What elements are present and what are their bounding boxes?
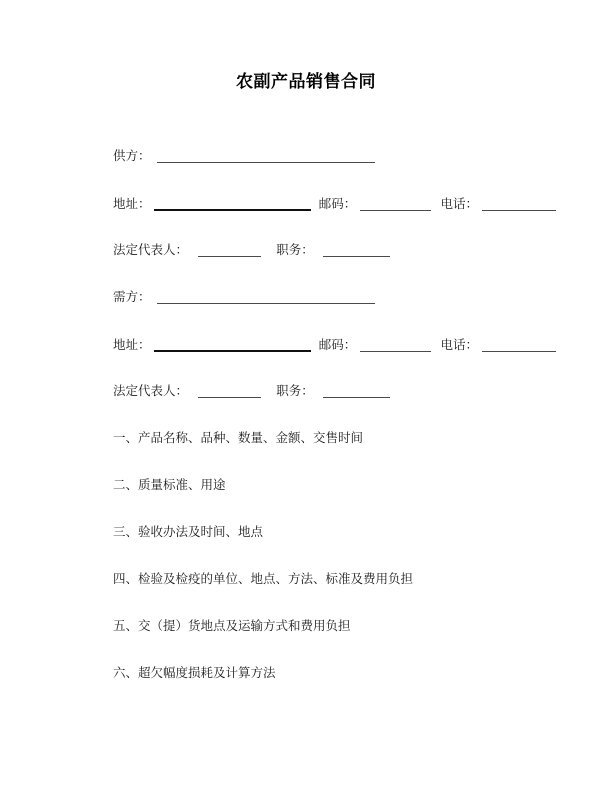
clause-4-heading: 四、检验及检疫的单位、地点、方法、标准及费用负担 [113,572,414,586]
buyer-address-field[interactable] [154,337,311,352]
supplier-postal-field[interactable] [360,197,431,211]
buyer-rep-label: 法定代表人： [113,384,189,398]
buyer-name-field[interactable] [157,290,375,304]
buyer-phone-field[interactable] [482,338,556,352]
buyer-address-label: 地址： [113,338,151,352]
supplier-phone-field[interactable] [482,197,556,211]
supplier-rep-row [113,243,390,259]
buyer-name-row [113,290,375,306]
buyer-duty-field[interactable] [323,384,390,398]
page-title: 农副产品销售合同 [236,72,376,91]
supplier-address-row [113,196,556,212]
buyer-name-label: 需方： [113,290,151,304]
supplier-postal-label: 邮码： [318,197,357,211]
supplier-name-field[interactable] [157,149,375,163]
supplier-rep-label: 法定代表人： [113,243,189,257]
buyer-rep-field[interactable] [198,384,261,398]
supplier-phone-label: 电话： [440,197,479,211]
buyer-postal-field[interactable] [360,338,431,352]
supplier-duty-label: 职务： [276,243,314,257]
supplier-address-field[interactable] [154,196,311,211]
clause-6-heading: 六、超欠幅度损耗及计算方法 [113,666,276,680]
supplier-name-label: 供方： [113,149,151,163]
buyer-postal-label: 邮码： [318,338,357,352]
supplier-duty-field[interactable] [323,243,390,257]
supplier-name-row [113,149,375,165]
supplier-address-label: 地址： [113,197,151,211]
clause-5-heading: 五、交（提）货地点及运输方式和费用负担 [113,619,351,633]
clause-2-heading: 二、质量标准、用途 [113,478,226,492]
clause-3-heading: 三、验收办法及时间、地点 [113,525,264,539]
buyer-address-row [113,337,556,353]
supplier-rep-field[interactable] [198,243,261,257]
buyer-phone-label: 电话： [440,338,479,352]
clause-1-heading: 一、产品名称、品种、数量、金额、交售时间 [113,431,364,445]
buyer-duty-label: 职务： [276,384,314,398]
buyer-rep-row [113,384,390,400]
